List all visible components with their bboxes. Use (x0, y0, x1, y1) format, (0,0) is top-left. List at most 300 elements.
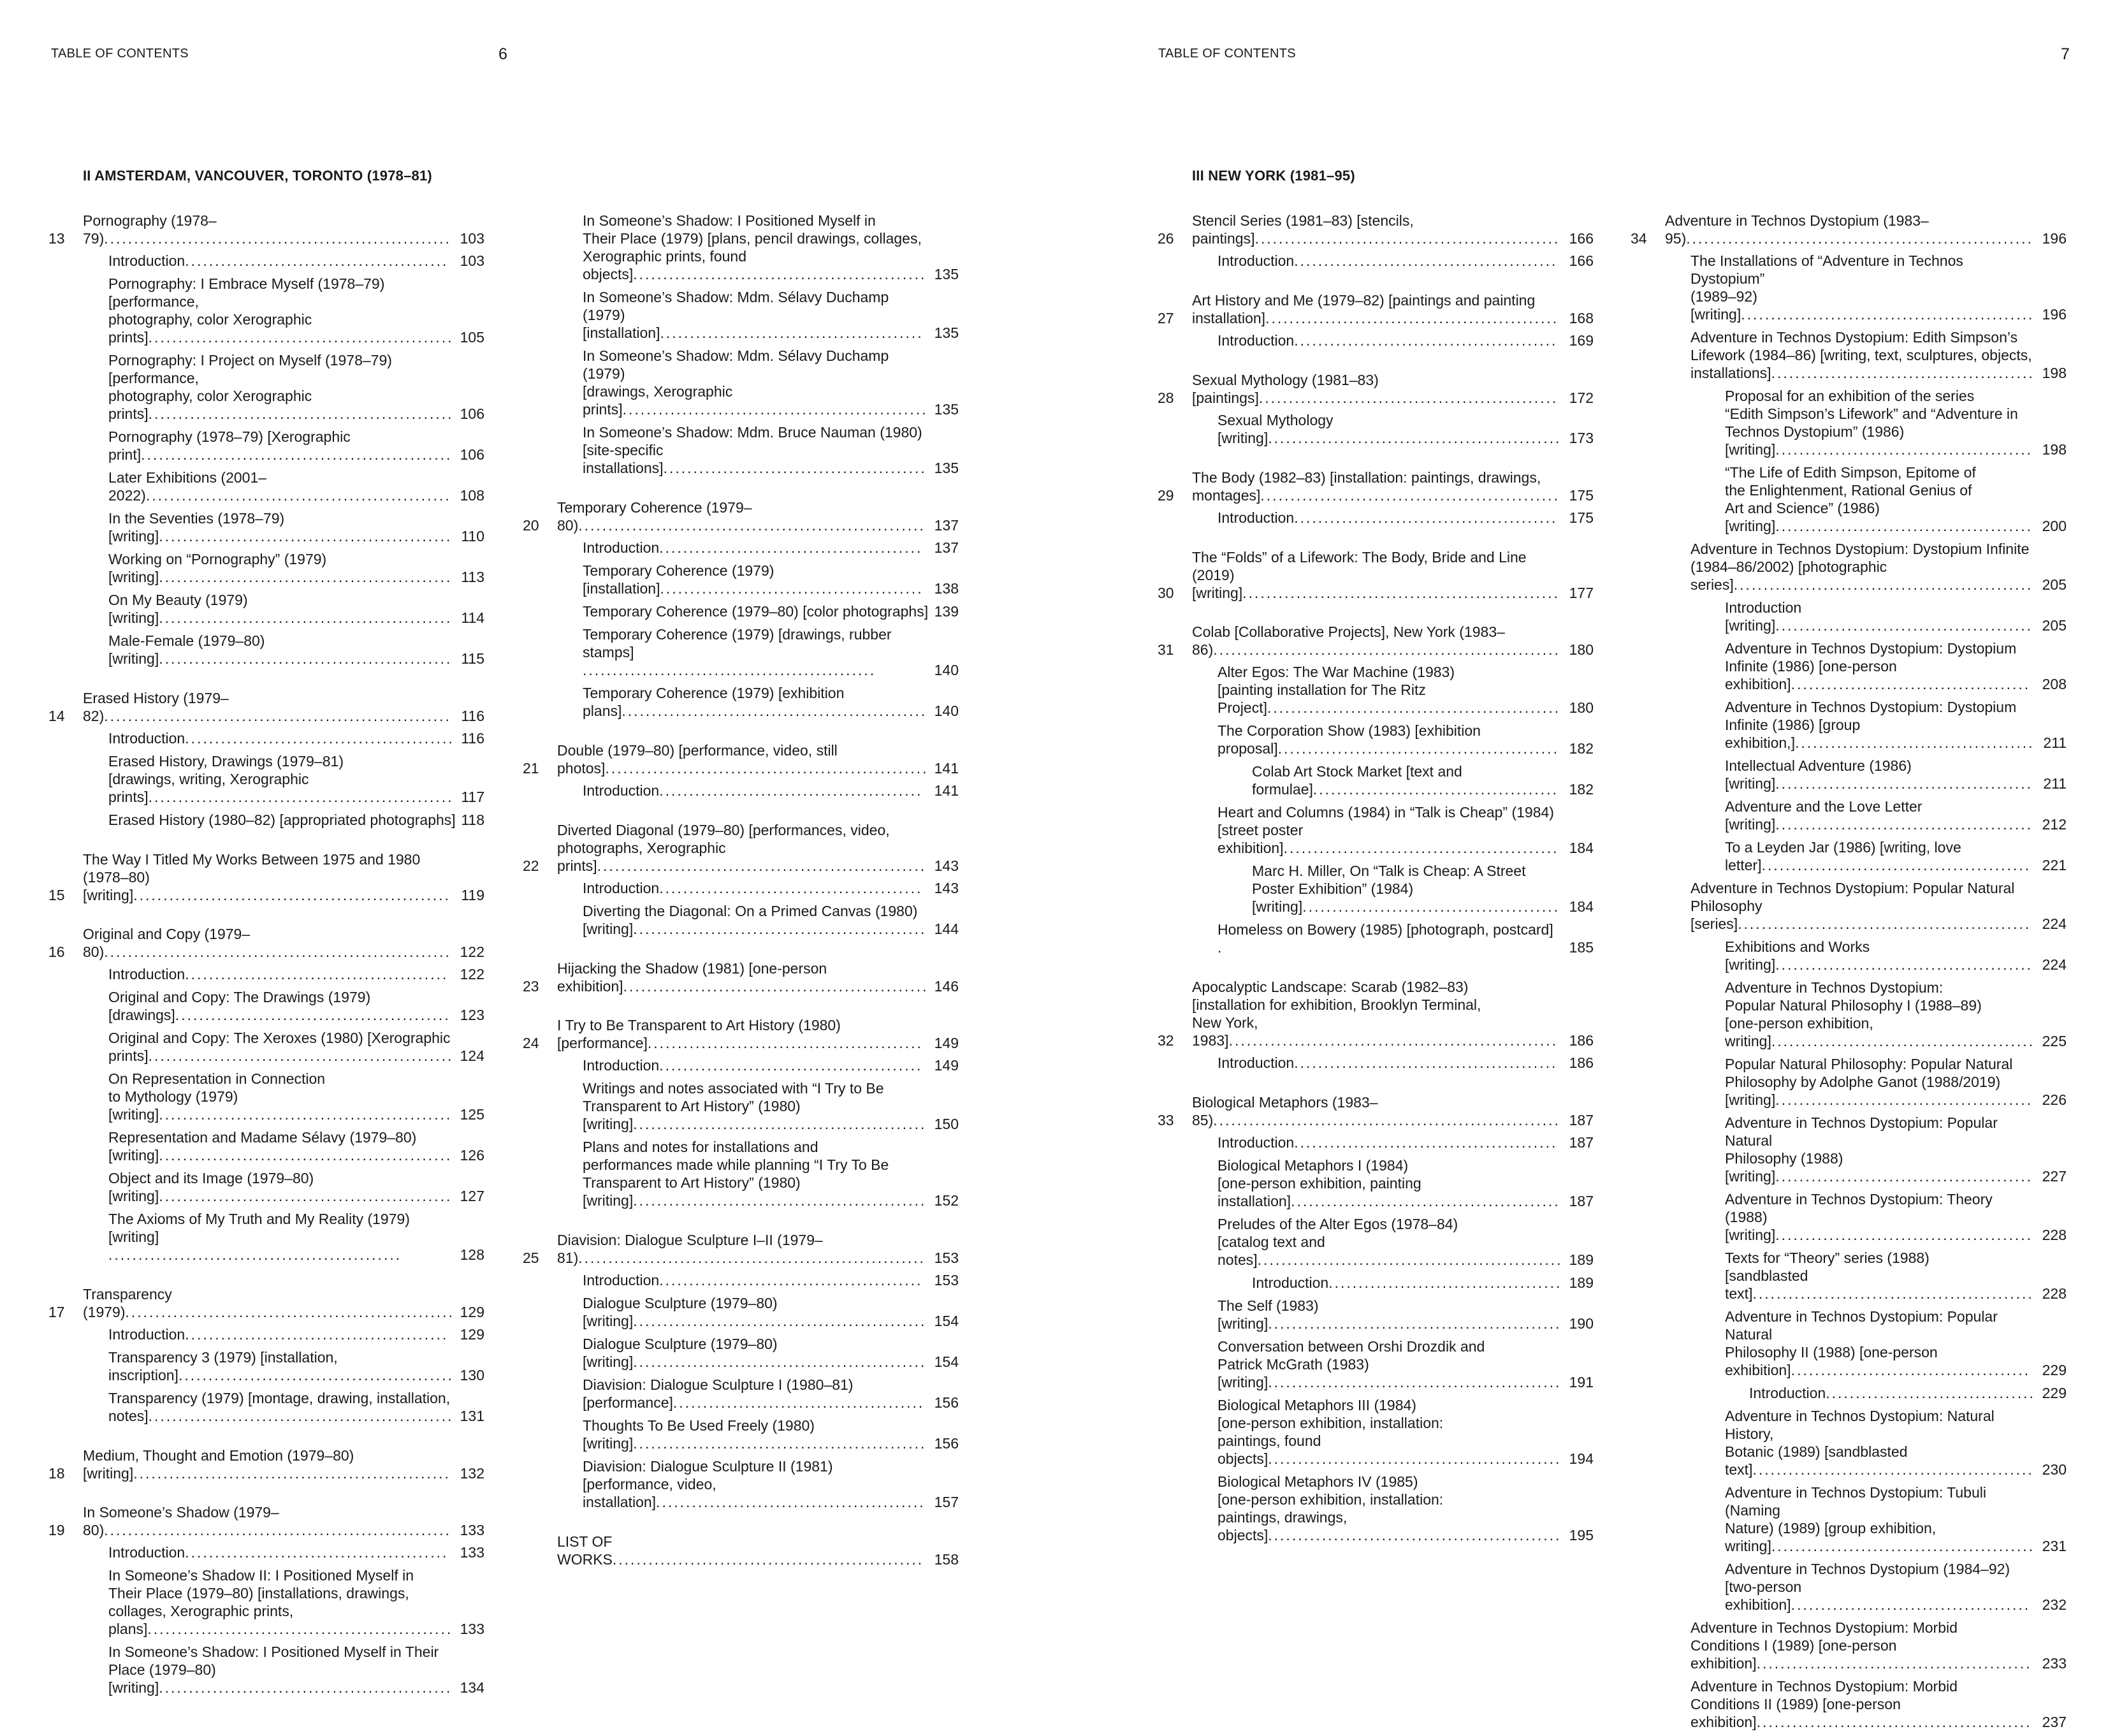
subentry-text (1218, 1396, 1564, 1468)
toc-entry (1158, 978, 1594, 1049)
subentry-text (108, 752, 456, 806)
subentry-title: Adventure in Technos Dystopium: Popular Natural Philosophy (1988) [writing] (1725, 1114, 1998, 1185)
dot-leader: .......................................................... (1213, 1112, 1560, 1128)
subentry-title: Exhibitions and Works [writing] (1725, 938, 1870, 973)
chapter-number: 26 (1158, 230, 1174, 247)
toc-subentry (1631, 463, 2067, 535)
page-ref: 123 (460, 1007, 484, 1023)
dot-leader: ........................................... (1775, 441, 2033, 458)
dot-leader: .................................................. (1733, 576, 2033, 593)
entry-text (1192, 371, 1564, 407)
subentry-title: Introduction (583, 1272, 660, 1288)
toc-subentry (523, 347, 959, 418)
dot-leader: .............................................. (178, 1367, 454, 1383)
dot-leader: .................................................. (1258, 390, 1559, 406)
entry-title: Transparency (1979) (83, 1286, 172, 1320)
dot-leader: ............................................ (1294, 509, 1558, 526)
page-ref: 230 (2042, 1461, 2067, 1478)
dot-leader: ....................................... (1328, 1274, 1562, 1291)
subentry-text (108, 1348, 455, 1384)
dot-leader: ................................................. (1268, 1374, 1562, 1390)
page-ref: 182 (1569, 781, 1594, 798)
subentry-title: Introduction (1749, 1385, 1826, 1401)
chapter-number: 14 (48, 708, 65, 724)
subentry-title: On My Beauty (1979) [writing] (108, 592, 248, 626)
subentry-text (1725, 1407, 2037, 1478)
dot-leader: ................................... (1826, 1385, 2035, 1401)
dot-leader: ............................................... (1752, 1285, 2034, 1302)
subentry-text (1725, 979, 2037, 1050)
toc-subentry (1158, 862, 1594, 915)
subentry-title: Working on “Pornography” (1979) [writing] (108, 551, 327, 585)
page-ref: 119 (461, 887, 484, 903)
dot-leader: ................................................. (159, 1188, 453, 1204)
subentry-title: Introduction (1218, 332, 1295, 349)
dot-leader: ................................................... (1254, 230, 1560, 247)
subentry-title: Biological Metaphors III (1984) [one-person exhibition, installation: paintings, found objects] (1218, 1397, 1444, 1467)
toc-subentry (1158, 1134, 1594, 1151)
subentry-text (108, 1643, 455, 1696)
subentry-text (108, 1128, 455, 1164)
subentry-title: The Installations of “Adventure in Technos Dystopium” (1989–92) [writing] (1690, 252, 1963, 323)
toc-subentry (523, 539, 959, 557)
subentry-title: Introduction (108, 1544, 185, 1561)
toc-subentry (48, 729, 484, 747)
subentry-title: Original and Copy: The Xeroxes (1980) [Xerographic prints] (108, 1030, 451, 1064)
page-ref: 198 (2042, 441, 2067, 458)
subentry-title: To a Leyden Jar (1986) [writing, love letter] (1725, 839, 1961, 873)
dot-leader: ............................................ (1294, 1134, 1558, 1151)
subentry-title: Popular Natural Philosophy: Popular Natural Philosophy by Adolphe Ganot (1988/2019) [writing] (1725, 1056, 2013, 1108)
entry-title: Colab [Collaborative Projects], New York (1983–86) (1192, 624, 1505, 658)
subentry-title: Introduction (1218, 1054, 1295, 1071)
dot-leader: .............................................. (1283, 840, 1559, 856)
dot-leader: ....................................................... (125, 1304, 454, 1320)
chapter-number: 15 (48, 887, 65, 903)
running-header-right: TABLE OF CONTENTS (1158, 47, 1296, 61)
subentry-text (1725, 639, 2037, 693)
dot-leader: ............................................ (1294, 252, 1558, 269)
toc-subentry (523, 879, 959, 897)
subentry-title: Introduction (1218, 252, 1295, 269)
page-ref: 140 (934, 703, 959, 719)
dot-leader: ............................................ (1771, 365, 2035, 381)
dot-leader: ....................................................... (597, 857, 927, 874)
page-ref: 187 (1569, 1193, 1594, 1209)
subentry-text (1725, 1249, 2037, 1302)
dot-leader: ..................................................... (133, 1465, 451, 1482)
subentry-title: Temporary Coherence (1979) [drawings, rubber stamps] (583, 626, 892, 660)
dot-leader: ................................................. (1267, 699, 1561, 716)
page-ref: 211 (2043, 775, 2067, 792)
toc-subentry (48, 1210, 484, 1264)
toc-subentry (1631, 328, 2067, 382)
subentry-text (1252, 762, 1564, 798)
toc-subentry (48, 1643, 484, 1696)
chapter-number: 18 (48, 1465, 65, 1482)
subentry-text (1690, 540, 2037, 594)
subentry-text (1218, 722, 1564, 757)
page-ref: 200 (2042, 518, 2067, 534)
subentry-title: Plans and notes for installations and performances made while planning “I Try To Be Transparent to Art History” (1980) [writing] (583, 1139, 889, 1209)
dot-leader: ............................................ (185, 1544, 449, 1561)
page-number-right: 7 (2061, 45, 2070, 63)
chapter-number: 33 (1158, 1112, 1174, 1128)
page-ref: 182 (1569, 740, 1594, 757)
dot-leader: ............................................ (1294, 1054, 1558, 1071)
subentry-title: The Corporation Show (1983) [exhibition proposal] (1218, 722, 1481, 757)
dot-leader: ................................................. (159, 1679, 453, 1696)
page-ref: 189 (1569, 1274, 1594, 1291)
page-ref: 129 (460, 1326, 484, 1343)
toc-column-4 (1631, 212, 2067, 1736)
subentry-text (108, 550, 456, 586)
page-ref: 191 (1569, 1374, 1594, 1390)
entry-gap (523, 943, 959, 959)
toc-subentry (48, 351, 484, 423)
toc-entry (48, 1503, 484, 1539)
page-ref: 115 (461, 650, 484, 667)
subentry-title: Pornography: I Project on Myself (1978–79) [performance, photography, color Xerographic prints] (108, 352, 392, 422)
page-ref: 189 (1569, 1251, 1594, 1268)
subentry-title: Thoughts To Be Used Freely (1980) [writing] (583, 1417, 815, 1452)
page-ref: 172 (1569, 390, 1594, 406)
page-ref: 125 (460, 1106, 484, 1123)
dot-leader: ............................................. (1291, 1193, 1560, 1209)
page-ref: 169 (1569, 332, 1594, 349)
page-ref: 110 (461, 528, 484, 544)
subentry-text (1725, 1055, 2037, 1109)
page-ref: 233 (2042, 1655, 2067, 1672)
toc-subentry (48, 1070, 484, 1123)
dot-leader: ............................................ (185, 966, 449, 982)
dot-leader: ................................................... (622, 401, 928, 418)
toc-entry (48, 212, 484, 247)
toc-subentry (523, 1056, 959, 1074)
dot-leader: .......................................................... (104, 1522, 451, 1538)
dot-leader: .................................................. (1260, 487, 1560, 504)
subentry-text (583, 1457, 929, 1511)
page-ref: 135 (934, 460, 959, 476)
entry-gap (1158, 961, 1594, 978)
subentry-title: Dialogue Sculpture (1979–80) [writing] (583, 1295, 778, 1329)
page-ref: 228 (2042, 1227, 2067, 1243)
entry-gap (523, 1214, 959, 1231)
dot-leader: ........................................... (1775, 617, 2033, 634)
toc-subentry (48, 988, 484, 1024)
entry-gap (523, 725, 959, 741)
entry-title: Original and Copy (1979–80) (83, 926, 251, 960)
subentry-text (583, 288, 929, 342)
toc-subentry (1631, 1249, 2067, 1302)
subentry-title: Erased History (1980–82) [appropriated photographs] (108, 812, 456, 828)
page-ref: 180 (1569, 699, 1594, 716)
toc-subentry (1158, 1215, 1594, 1269)
dot-leader: ................................................... (623, 978, 929, 995)
dot-leader: ............................................ (659, 539, 923, 556)
subentry-title: Erased History, Drawings (1979–81) [drawings, writing, Xerographic prints] (108, 753, 344, 805)
dot-leader: ...................................................... (605, 760, 929, 777)
toc-subentry (1631, 1055, 2067, 1109)
subentry-title: Pornography: I Embrace Myself (1978–79) [performance, photography, color Xerographic prints] (108, 275, 385, 346)
entry-title: The Way I Titled My Works Between 1975 and 1980 (1978–80) [writing] (83, 851, 421, 903)
entry-text (83, 689, 456, 725)
entry-text (1192, 548, 1564, 602)
page-ref: 106 (460, 446, 484, 463)
page-ref: 137 (934, 517, 959, 534)
subentry-title: Intellectual Adventure (1986) [writing] (1725, 757, 1912, 792)
entry-title: Apocalyptic Landscape: Scarab (1982–83) [installation for exhibition, Brooklyn Terminal, New York, 1983] (1192, 979, 1481, 1049)
subentry-text (1218, 921, 1564, 956)
dot-leader: ................................................. (1268, 1450, 1562, 1467)
dot-leader: ................................................. (1741, 306, 2035, 323)
page-number-left: 6 (498, 45, 507, 63)
entry-title: In Someone’s Shadow (1979–80) (83, 1504, 279, 1538)
toc-subentry (48, 275, 484, 346)
dot-leader: . (1218, 939, 1224, 956)
toc-subentry (1631, 1560, 2067, 1614)
page-ref: 190 (1569, 1315, 1594, 1332)
dot-leader: ....................................................... (1228, 1032, 1559, 1049)
dot-leader: ................................................... (1257, 1251, 1563, 1268)
dot-leader: .......................................................... (1686, 230, 2033, 247)
page-ref: 122 (460, 944, 484, 960)
toc-subentry (1631, 979, 2067, 1050)
entry-gap (523, 482, 959, 499)
subentry-text (1725, 463, 2037, 535)
subentry-text (108, 1389, 455, 1425)
page-ref: 131 (460, 1408, 484, 1424)
dot-leader: ................................................. (583, 662, 876, 678)
page-ref: 128 (460, 1246, 484, 1263)
subentry-title: Adventure in Technos Dystopium (1984–92) [two-person exhibition] (1725, 1561, 2010, 1613)
page-ref: 116 (461, 708, 484, 724)
subentry-title: Texts for “Theory” series (1988) [sandblasted text] (1725, 1250, 1930, 1302)
page-ref: 187 (1569, 1112, 1594, 1128)
toc-subentry (523, 1335, 959, 1371)
subentry-title: Later Exhibitions (2001–2022) (108, 469, 267, 504)
subentry-text (1218, 1156, 1564, 1210)
chapter-number: 22 (523, 857, 539, 874)
toc-subentry (1631, 1190, 2067, 1244)
page-ref: 135 (934, 266, 959, 282)
subentry-text (108, 469, 455, 504)
dot-leader: ........................................... (1775, 1227, 2033, 1243)
toc-subentry (523, 1271, 959, 1289)
page-ref: 143 (934, 857, 959, 874)
toc-entry (48, 1285, 484, 1321)
page-ref: 141 (934, 782, 959, 799)
dot-leader: ........................................... (1302, 898, 1560, 915)
toc-subentry (523, 1376, 959, 1411)
subentry-title: Adventure in Technos Dystopium: Edith Simpson’s Lifework (1984–86) [writing, text, sculptures, objects, installations] (1690, 329, 2032, 381)
dot-leader: ............................................ (659, 880, 923, 896)
dot-leader: ................................................. (633, 1192, 927, 1209)
subentry-text (1218, 332, 1564, 349)
page-ref: 158 (934, 1551, 959, 1568)
page-ref: 122 (460, 966, 484, 982)
page-ref: 224 (2042, 915, 2067, 932)
entry-gap (1158, 1077, 1594, 1093)
page-ref: 127 (460, 1188, 484, 1204)
dot-leader: ............................................. (656, 1494, 926, 1510)
subentry-text (108, 351, 455, 423)
entry-text (557, 821, 929, 875)
subentry-title: Representation and Madame Sélavy (1979–80) [writing] (108, 1129, 417, 1163)
toc-subentry (48, 632, 484, 667)
dot-leader: .......................................................... (1213, 641, 1560, 658)
toc-subentry (523, 1417, 959, 1452)
toc-column-2 (523, 212, 959, 1573)
page-ref: 187 (1569, 1134, 1594, 1151)
page-ref: 205 (2042, 617, 2067, 634)
subentry-text (583, 625, 929, 679)
subentry-text (1749, 1384, 2037, 1402)
chapter-number: 32 (1158, 1032, 1174, 1049)
toc-subentry (48, 1029, 484, 1065)
toc-subentry (1158, 1054, 1594, 1072)
subentry-text (1690, 1677, 2037, 1731)
subentry-title: Adventure in Technos Dystopium: Tubuli (Naming Nature) (1989) [group exhibition, writing] (1725, 1484, 1986, 1554)
dot-leader: ................................................. (159, 569, 453, 585)
page-ref: 166 (1569, 252, 1594, 269)
subentry-title: Introduction (108, 730, 185, 747)
subentry-text (108, 965, 455, 983)
subentry-text (108, 1566, 455, 1638)
subentry-text (1725, 599, 2037, 634)
toc-entry (523, 821, 959, 875)
dot-leader: ........................................... (1775, 1091, 2033, 1108)
subentry-text (1725, 1560, 2037, 1614)
toc-subentry (48, 509, 484, 545)
toc-subentry (1631, 1619, 2067, 1672)
subentry-text (583, 1294, 929, 1330)
subentry-title: Adventure in Technos Dystopium: Dystopium Infinite (1986) [one-person exhibition] (1725, 640, 2017, 692)
entry-text (1192, 212, 1564, 247)
subentry-text (583, 684, 929, 720)
subentry-title: The Axioms of My Truth and My Reality (1979) [writing] (108, 1211, 410, 1245)
dot-leader: ............................................. (1761, 857, 2032, 873)
page-ref: 153 (934, 1250, 959, 1266)
page-ref: 139 (934, 603, 959, 620)
subentry-text (583, 1376, 929, 1411)
chapter-number: 23 (523, 978, 539, 995)
entry-gap (523, 1516, 959, 1533)
dot-leader: ............................................. (185, 730, 454, 747)
chapter-number: 27 (1158, 310, 1174, 326)
subentry-text (108, 729, 456, 747)
toc-subentry (48, 1566, 484, 1638)
page-ref: 114 (461, 609, 484, 626)
entry-title: Diavision: Dialogue Sculpture I–II (1979–81) (557, 1232, 823, 1266)
subentry-text (108, 988, 455, 1024)
subentry-title: Adventure and the Love Letter [writing] (1725, 798, 1923, 833)
dot-leader: .................................................... (612, 1551, 924, 1568)
entry-title: Temporary Coherence (1979–80) (557, 499, 752, 534)
subentry-text (108, 1029, 455, 1065)
subentry-title: Adventure in Technos Dystopium: Morbid Conditions I (1989) [one-person exhibition] (1690, 1619, 1958, 1672)
page-ref: 105 (460, 329, 484, 346)
subentry-text (583, 1417, 929, 1452)
entry-title: Medium, Thought and Emotion (1979–80) [writing] (83, 1447, 354, 1482)
dot-leader: ................................................. (1265, 310, 1559, 326)
page-ref: 157 (934, 1494, 959, 1510)
chapter-number: 13 (48, 230, 65, 247)
page-ref: 138 (934, 580, 959, 597)
page-ref: 186 (1569, 1054, 1594, 1071)
dot-leader: ................................................. (159, 528, 453, 544)
subentry-title: Introduction (108, 1326, 185, 1343)
subentry-text (1725, 387, 2037, 458)
entry-title: Sexual Mythology (1981–83) [paintings] (1192, 372, 1379, 406)
subentry-text (108, 428, 455, 463)
dot-leader: ........................................ (1791, 1596, 2031, 1613)
page-ref: 129 (460, 1304, 484, 1320)
toc-subentry (1158, 1396, 1594, 1468)
page-ref: 124 (460, 1047, 484, 1064)
toc-subentry (523, 1138, 959, 1209)
subentry-title: Diavision: Dialogue Sculpture II (1981) [performance, video, installation] (583, 1458, 833, 1510)
dot-leader: ........................................ (1794, 734, 2035, 751)
page-ref: 144 (934, 921, 959, 937)
page-ref: 226 (2042, 1091, 2067, 1108)
dot-leader: ................................................... (148, 1047, 454, 1064)
page-ref: 195 (1569, 1527, 1594, 1543)
subentry-title: Temporary Coherence (1979) [installation] (583, 562, 774, 597)
page-ref: 194 (1569, 1450, 1594, 1467)
page-ref: 228 (2042, 1285, 2067, 1302)
entry-gap (48, 1487, 484, 1503)
dot-leader: .......................................................... (104, 708, 451, 724)
dot-leader: ................................................. (633, 921, 927, 937)
subentry-title: Adventure in Technos Dystopium: Natural History, Botanic (1989) [sandblasted text] (1725, 1408, 1995, 1478)
page-ref: 135 (934, 325, 959, 341)
chapter-number: 25 (523, 1250, 539, 1266)
subentry-title: Introduction (583, 1057, 660, 1074)
subentry-title: Introduction (583, 880, 660, 896)
subentry-text (108, 1210, 455, 1264)
entry-text (83, 1447, 455, 1482)
entry-gap (523, 805, 959, 821)
dot-leader: ................................................. (633, 266, 927, 282)
chapter-number: 19 (48, 1522, 65, 1538)
entry-gap (48, 1430, 484, 1447)
subentry-title: Conversation between Orshi Drozdik and Patrick McGrath (1983) [writing] (1218, 1338, 1485, 1390)
dot-leader: ............................................ (185, 252, 449, 269)
subentry-title: Adventure in Technos Dystopium: Popular Natural Philosophy I (1988–89) [one-person exhibition, writing] (1725, 979, 1982, 1049)
entry-title: Art History and Me (1979–82) [paintings and painting installation] (1192, 292, 1536, 326)
subentry-title: Marc H. Miller, On “Talk is Cheap: A Street Poster Exhibition” (1984) [writing] (1252, 863, 1526, 915)
dot-leader: ................................................. (633, 1435, 927, 1452)
dot-leader: ..................................................... (133, 887, 451, 903)
chapter-number: 31 (1158, 641, 1174, 658)
page-ref: 196 (2042, 230, 2067, 247)
subentry-text (583, 902, 929, 938)
toc-subentry (1158, 803, 1594, 857)
page-ref: 140 (934, 662, 959, 678)
toc-entry (48, 689, 484, 725)
subentry-title: In the Seventies (1978–79) [writing] (108, 510, 285, 544)
chapter-number: 16 (48, 944, 65, 960)
entry-gap (1158, 532, 1594, 548)
entry-text (557, 1016, 929, 1052)
entry-text (1665, 212, 2037, 247)
page-ref: 133 (460, 1522, 484, 1538)
subentry-text (1690, 879, 2037, 933)
page-ref: 153 (934, 1272, 959, 1288)
dot-leader: ............................................ (659, 782, 923, 799)
dot-leader: ................................................. (108, 1246, 402, 1263)
